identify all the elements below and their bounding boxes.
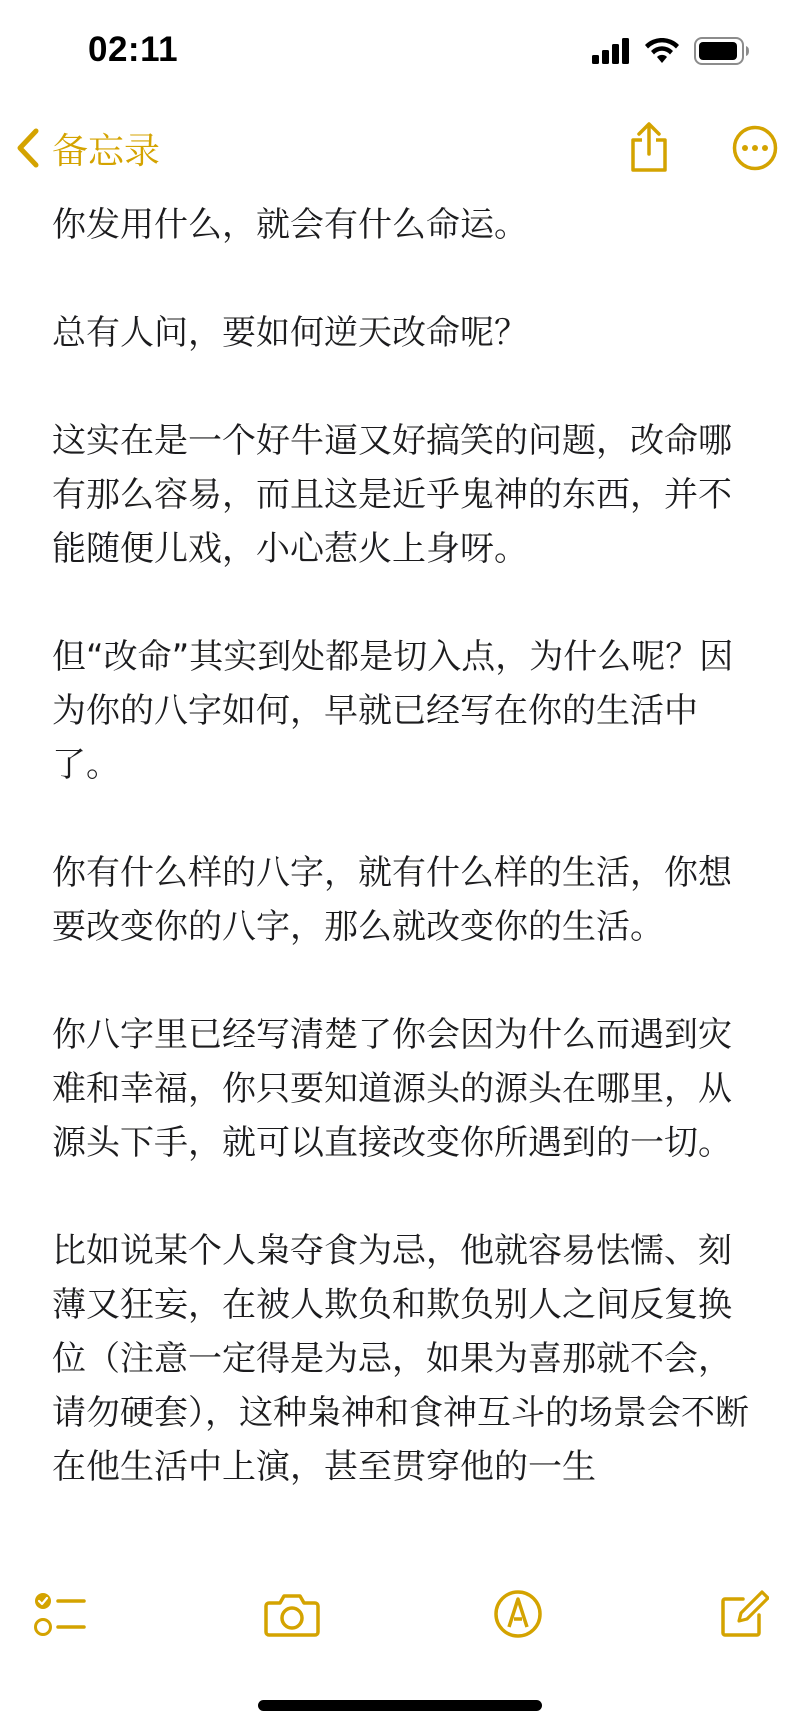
checklist-icon: [34, 1590, 86, 1642]
nav-bar: [0, 110, 800, 190]
share-icon: [628, 122, 670, 178]
more-button[interactable]: [732, 125, 778, 175]
back-button[interactable]: [14, 118, 160, 178]
note-body[interactable]: [52, 198, 752, 1568]
note-paragraph: 比如说某个人枭夺食为忌，他就容易怯懦、刻薄又狂妄，在被人欺负和欺负别人之间反复换位（注意一定得是为忌，如果为喜那就不会，请勿硬套），这种枭神和食神互斗的场景会不断在他生活中上演，甚至贯穿他的一生: [52, 1231, 749, 1487]
markup-button[interactable]: [490, 1588, 546, 1644]
battery-icon: [694, 37, 750, 69]
share-button[interactable]: [628, 122, 670, 178]
back-label: 备忘录: [52, 130, 161, 172]
note-paragraph: 你有什么样的八字，就有什么样的生活，你想要改变你的八字，那么就改变你的生活。: [52, 853, 732, 947]
compose-button[interactable]: [716, 1588, 772, 1644]
note-paragraph: 你八字里已经写清楚了你会因为什么而遇到灾难和幸福，你只要知道源头的源头在哪里，从源头下手，就可以直接改变你所遇到的一切。: [52, 1015, 732, 1163]
signal-icon: [592, 38, 630, 68]
wifi-icon: [644, 38, 680, 68]
note-paragraph: 但“改命”其实到处都是切入点，为什么呢？因为你的八字如何，早就已经写在你的生活中了。: [52, 637, 734, 785]
status-bar: [0, 0, 800, 100]
more-icon: [732, 125, 778, 175]
note-paragraph: 总有人问，要如何逆天改命呢？: [52, 313, 528, 353]
compose-icon: [719, 1589, 769, 1643]
bottom-toolbar: [0, 1570, 800, 1660]
camera-icon: [264, 1591, 320, 1641]
camera-button[interactable]: [264, 1588, 320, 1644]
markup-icon: [493, 1589, 543, 1643]
nav-actions: [628, 110, 778, 190]
checklist-button[interactable]: [32, 1588, 88, 1644]
chevron-left-icon: [14, 127, 42, 169]
status-icons: [592, 38, 750, 68]
home-indicator: [258, 1700, 542, 1711]
note-paragraph: 这实在是一个好牛逼又好搞笑的问题，改命哪有那么容易，而且这是近乎鬼神的东西，并不能随便儿戏，小心惹火上身呀。: [52, 421, 732, 569]
status-time: 02:11: [88, 30, 179, 69]
note-paragraph: 你发用什么，就会有什么命运。: [52, 205, 528, 245]
